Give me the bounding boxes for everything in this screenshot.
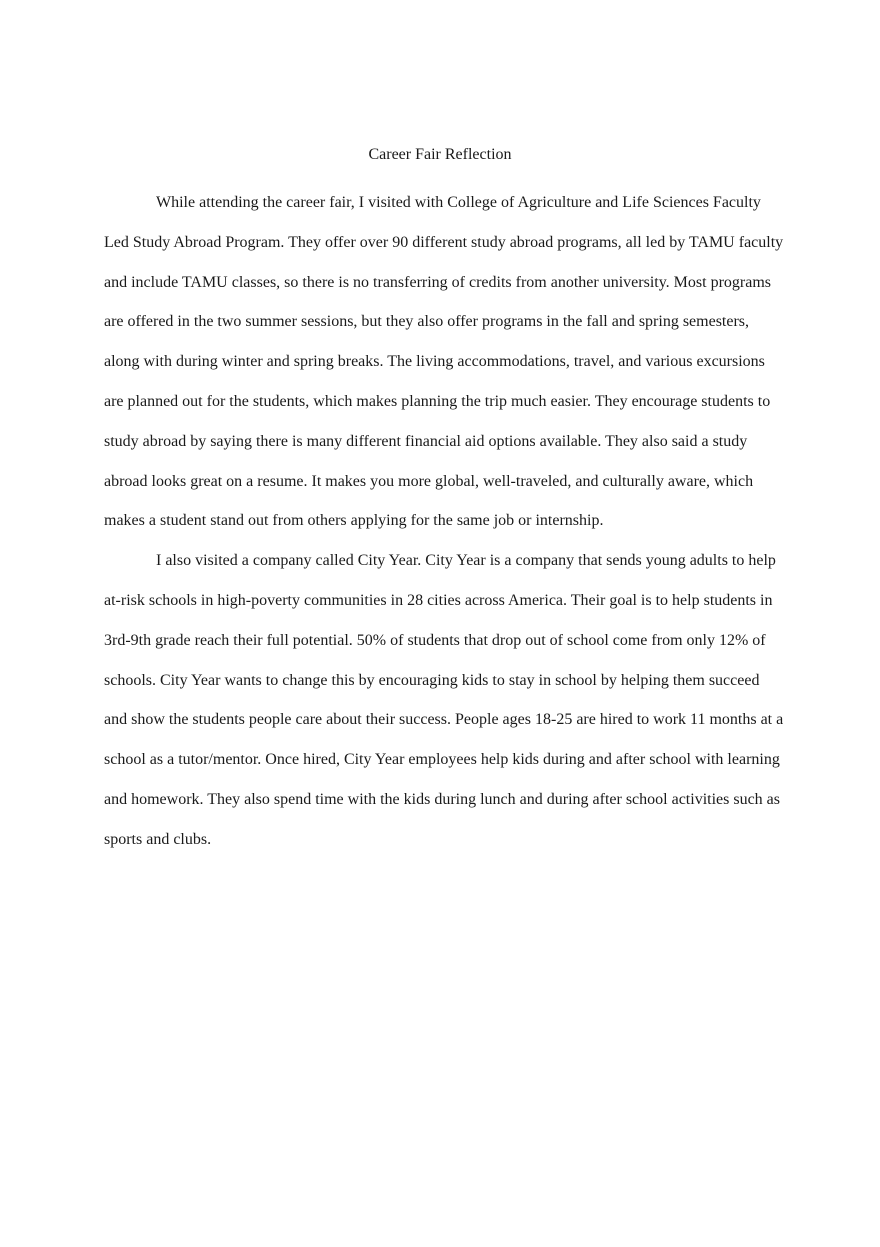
document-body: [104, 183, 784, 860]
paragraph-city-year: I also visited a company called City Year. City Year is a company that sends young adults to help at-risk schools in high-poverty communities in 28 cities across America. Their goal is to help students in 3rd-9th grade reach their full potential. 50% of students that drop out of school come from only 12% of schools. City Year wants to change this by encouraging kids to stay in school by helping them succeed and show the students people care about their success. People ages 18-25 are hired to work 11 months at a school as a tutor/mentor. Once hired, City Year employees help kids during and after school with learning and homework. They also spend time with the kids during lunch and during after school activities such as sports and clubs.: [104, 552, 784, 848]
document-title: Career Fair Reflection: [368, 146, 512, 163]
paragraph-study-abroad: While attending the career fair, I visited with College of Agriculture and Life Sciences Faculty Led Study Abroad Program. They offer over 90 different study abroad programs, all led by TAMU faculty and include TAMU classes, so there is no transferring of credits from another university. Most programs are offered in the two summer sessions, but they also offer programs in the fall and spring semesters, along with during winter and spring breaks. The living accommodations, travel, and various excursions are planned out for the students, which makes planning the trip much easier. They encourage students to study abroad by saying there is many different financial aid options available. They also said a study abroad looks great on a resume. It makes you more global, well-traveled, and culturally aware, which makes a student stand out from others applying for the same job or internship.: [104, 194, 784, 530]
